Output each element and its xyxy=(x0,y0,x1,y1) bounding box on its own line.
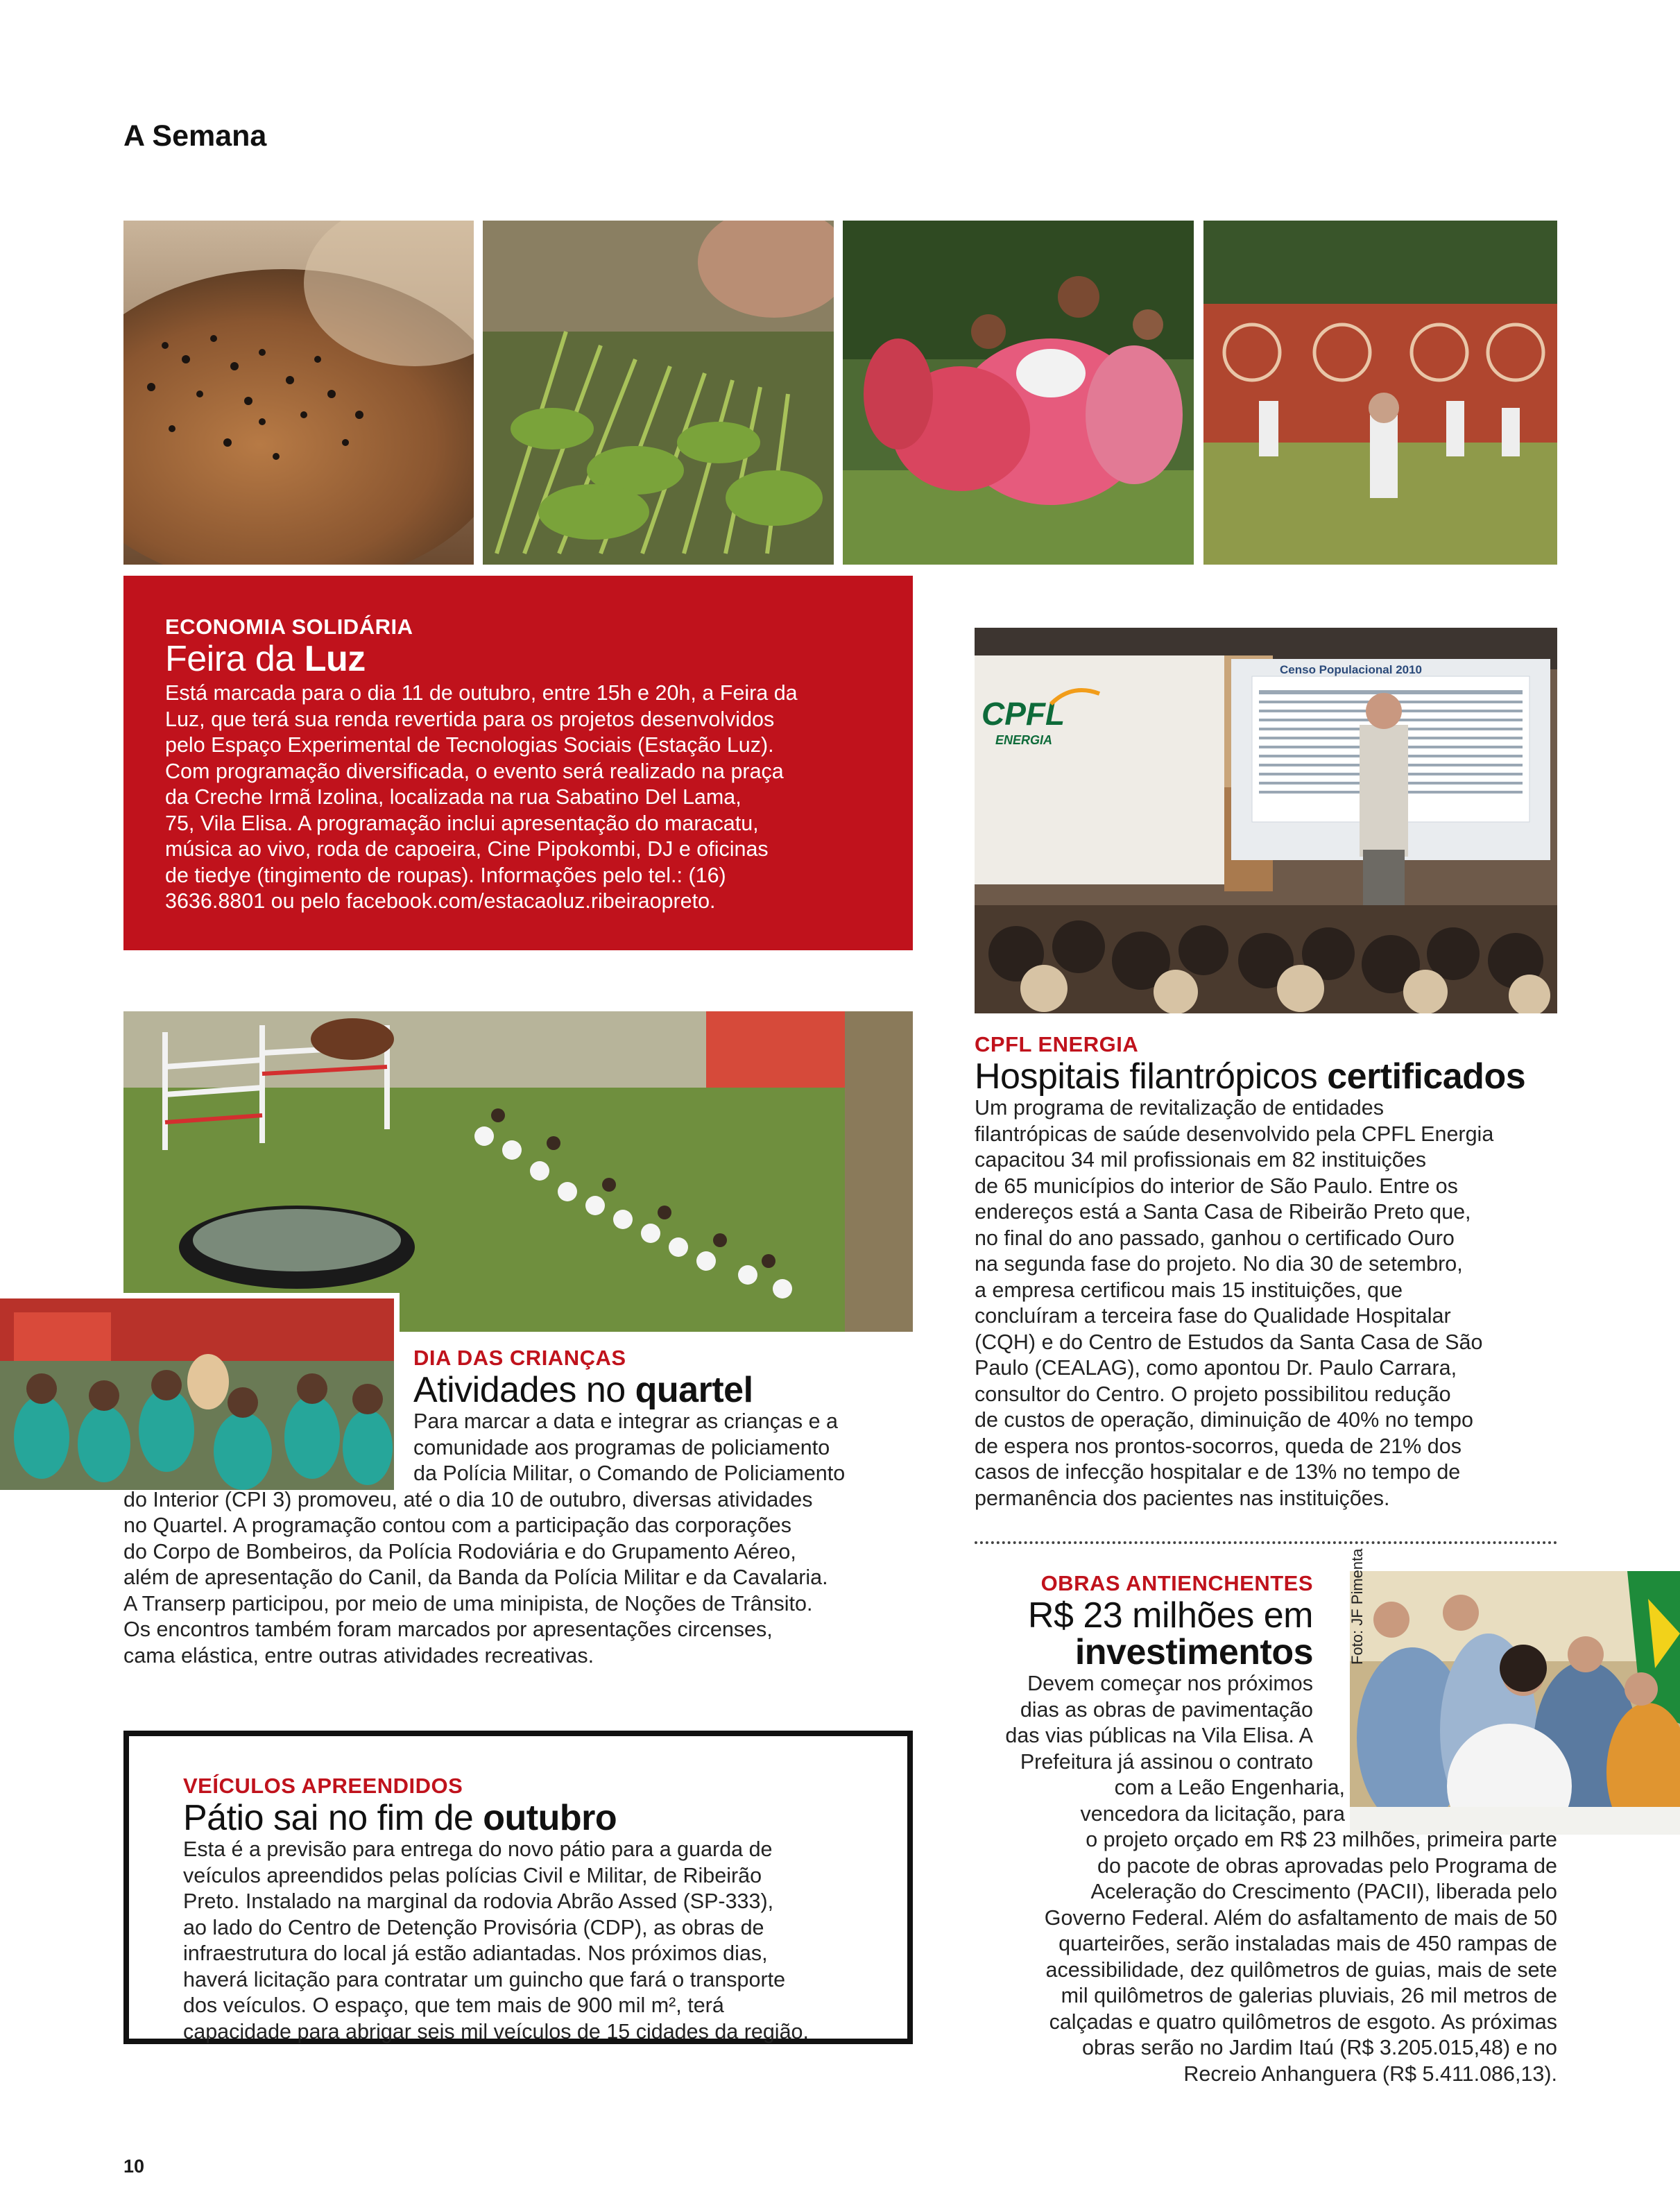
page-number: 10 xyxy=(123,2156,145,2177)
text-line: Paulo (CEALAG), como apontou Dr. Paulo Carrara, xyxy=(975,1356,1457,1380)
text-line: o projeto orçado em R$ 23 milhões, primeira parte xyxy=(1086,1828,1557,1852)
text-line: veículos apreendidos pelas polícias Civil e Militar, de Ribeirão xyxy=(183,1863,762,1887)
text-line: A Transerp participou, por meio de uma minipista, de Noções de Trânsito. xyxy=(123,1591,813,1615)
text-line: permanência dos pacientes nas instituições. xyxy=(975,1486,1390,1510)
veiculos-kicker: VEÍCULOS APREENDIDOS xyxy=(183,1774,463,1798)
text-line: haverá licitação para contratar um guincho que fará o transporte xyxy=(183,1967,786,1991)
text-line: acessibilidade, dez quilômetros de guias, mais de sete xyxy=(1045,1957,1557,1982)
feira-title-light: Feira da xyxy=(165,639,305,679)
feira-headline xyxy=(165,641,880,678)
veiculos-title-bold: outubro xyxy=(483,1798,617,1838)
text-line: na segunda fase do projeto. No dia 30 de setembro, xyxy=(975,1252,1463,1276)
text-line: a empresa certificou mais 15 instituições, que xyxy=(975,1278,1403,1302)
slide-title: Censo Populacional 2010 xyxy=(1280,663,1423,676)
text-line: Prefeitura já assinou o contrato xyxy=(1020,1749,1313,1774)
photo-seedlings xyxy=(483,221,834,565)
text-line: Devem começar nos próximos xyxy=(1027,1672,1313,1696)
veiculos-body xyxy=(183,1837,884,2045)
text-line: filantrópicas de saúde desenvolvido pela CPFL Energia xyxy=(975,1122,1494,1146)
cpfl-headline xyxy=(975,1058,1557,1095)
criancas-title-bold: quartel xyxy=(635,1370,753,1410)
veiculos-headline xyxy=(183,1800,884,1837)
obras-kicker: OBRAS ANTIENCHENTES xyxy=(1040,1571,1313,1595)
text-line: Com programação diversificada, o evento será realizado na praça xyxy=(165,759,784,783)
text-line: dias as obras de pavimentação xyxy=(1020,1697,1313,1722)
cpfl-kicker: CPFL ENERGIA xyxy=(975,1032,1139,1056)
feira-kicker: ECONOMIA SOLIDÁRIA xyxy=(165,615,413,639)
text-line: do Interior (CPI 3) promoveu, até o dia 10 de outubro, diversas atividades xyxy=(123,1487,813,1511)
obras-article xyxy=(975,1571,1557,2087)
text-line: Recreio Anhanguera (R$ 5.411.086,13). xyxy=(1183,2061,1557,2086)
photo-dancers xyxy=(843,221,1194,565)
cpfl-logo-text: CPFL xyxy=(982,696,1065,732)
criancas-body-full xyxy=(123,1487,913,1670)
text-line: capacitou 34 mil profissionais em 82 instituições xyxy=(975,1148,1426,1172)
feira-title-bold: Luz xyxy=(304,639,366,679)
cpfl-article xyxy=(975,1032,1557,1511)
text-line: além de apresentação do Canil, da Banda da Polícia Militar e da Cavalaria. xyxy=(123,1566,828,1590)
text-line: de custos de operação, diminuição de 40% no tempo xyxy=(975,1408,1473,1432)
text-line: concluíram a terceira fase do Qualidade Hospitalar xyxy=(975,1304,1451,1328)
text-line: de espera nos prontos-socorros, queda de 21% dos xyxy=(975,1434,1462,1458)
text-line: mil quilômetros de galerias pluviais, 26 mil metros de xyxy=(1061,1984,1557,2008)
text-line: casos de infecção hospitalar e de 13% no tempo de xyxy=(975,1460,1461,1484)
text-line: do pacote de obras aprovadas pelo Programa de xyxy=(1097,1853,1557,1878)
text-line: dos veículos. O espaço, que tem mais de 900 mil m², terá xyxy=(183,1994,724,2018)
criancas-kicker: DIA DAS CRIANÇAS xyxy=(413,1346,626,1370)
cpfl-title-bold: certificados xyxy=(1327,1056,1526,1097)
text-line: 75, Vila Elisa. A programação inclui apresentação do maracatu, xyxy=(165,811,759,835)
obras-body xyxy=(975,1671,1557,2087)
text-line: de tiedye (tingimento de roupas). Informações pelo tel.: (16) xyxy=(165,863,726,887)
text-line: ao lado do Centro de Detenção Provisória (CDP), as obras de xyxy=(183,1915,764,1939)
photo-bread xyxy=(123,221,474,565)
obras-headline-line1: R$ 23 milhões em xyxy=(1027,1595,1313,1636)
veiculos-box xyxy=(123,1731,913,2044)
cpfl-logo-sub: ENERGIA xyxy=(995,733,1053,747)
text-line: consultor do Centro. O projeto possibilitou redução xyxy=(975,1382,1451,1406)
text-line: Luz, que terá sua renda revertida para os projetos desenvolvidos xyxy=(165,707,775,731)
obras-title-bold: investimentos xyxy=(1074,1632,1313,1673)
text-line: Governo Federal. Além do asfaltamento de mais de 50 xyxy=(1044,1905,1557,1930)
text-line: cama elástica, entre outras atividades recreativas. xyxy=(123,1643,594,1667)
dotted-separator xyxy=(975,1541,1557,1544)
text-line: da Creche Irmã Izolina, localizada na rua Sabatino Del Lama, xyxy=(165,785,742,809)
text-line: capacidade para abrigar seis mil veículos de 15 cidades da região. xyxy=(183,2019,809,2043)
text-line: vencedora da licitação, para xyxy=(1080,1801,1345,1826)
text-line: (CQH) e do Centro de Estudos da Santa Casa de São xyxy=(975,1330,1483,1354)
text-line: Os encontros também foram marcados por apresentações circenses, xyxy=(123,1618,773,1642)
text-line: Aceleração do Crescimento (PACII), liberada pelo xyxy=(1090,1880,1557,1904)
text-line: Preto. Instalado na marginal da rodovia Abrão Assed (SP-333), xyxy=(183,1889,774,1914)
feira-box xyxy=(123,576,913,950)
text-line: música ao vivo, roda de capoeira, Cine Pipokombi, DJ e oficinas xyxy=(165,837,769,861)
criancas-body-indented xyxy=(413,1409,913,1487)
veiculos-title-light: Pátio sai no fim de xyxy=(183,1798,483,1838)
text-line: da Polícia Militar, o Comando de Policiamento xyxy=(413,1461,846,1486)
criancas-headline xyxy=(413,1372,913,1409)
obras-headline-line2 xyxy=(975,1634,1313,1671)
text-line: Está marcada para o dia 11 de outubro, entre 15h e 20h, a Feira da xyxy=(165,681,798,705)
text-line: com a Leão Engenharia, xyxy=(1114,1776,1345,1800)
cpfl-title-light: Hospitais filantrópicos xyxy=(975,1056,1328,1097)
text-line: 3636.8801 ou pelo facebook.com/estacaoluz.ribeiraopreto. xyxy=(165,889,716,914)
text-line: infraestrutura do local já estão adiantadas. Nos próximos dias, xyxy=(183,1941,768,1966)
photo-children-quartel xyxy=(123,1011,913,1332)
text-line: no Quartel. A programação contou com a participação das corporações xyxy=(123,1514,791,1538)
photo-capoeira xyxy=(1203,221,1557,565)
text-line: no final do ano passado, ganhou o certificado Ouro xyxy=(975,1226,1455,1250)
text-line: Um programa de revitalização de entidades xyxy=(975,1096,1384,1120)
text-line: pelo Espaço Experimental de Tecnologias Sociais (Estação Luz). xyxy=(165,733,774,757)
feira-body xyxy=(165,680,880,915)
text-line: quarteirões, serão instaladas mais de 450 rampas de xyxy=(1058,1932,1557,1956)
text-line: comunidade aos programas de policiamento xyxy=(413,1435,830,1459)
photo-cpfl-presentation xyxy=(975,628,1557,1013)
text-line: Esta é a previsão para entrega do novo pátio para a guarda de xyxy=(183,1837,773,1862)
photo-credit: Foto: JF Pimenta xyxy=(1348,1548,1366,1665)
text-line: obras serão no Jardim Itaú (R$ 3.205.015,48) e no xyxy=(1082,2036,1557,2060)
cpfl-body xyxy=(975,1095,1557,1511)
text-line: de 65 municípios do interior de São Paulo. Entre os xyxy=(975,1174,1458,1198)
criancas-title-light: Atividades no xyxy=(413,1370,635,1410)
text-line: Para marcar a data e integrar as crianças e a xyxy=(413,1409,838,1434)
criancas-article xyxy=(123,1346,913,1669)
text-line: das vias públicas na Vila Elisa. A xyxy=(1005,1724,1313,1748)
text-line: calçadas e quatro quilômetros de esgoto. As próximas xyxy=(1049,2009,1557,2034)
section-title: A Semana xyxy=(123,119,267,153)
text-line: endereços está a Santa Casa de Ribeirão Preto que, xyxy=(975,1200,1471,1224)
text-line: do Corpo de Bombeiros, da Polícia Rodoviária e do Grupamento Aéreo, xyxy=(123,1539,796,1563)
